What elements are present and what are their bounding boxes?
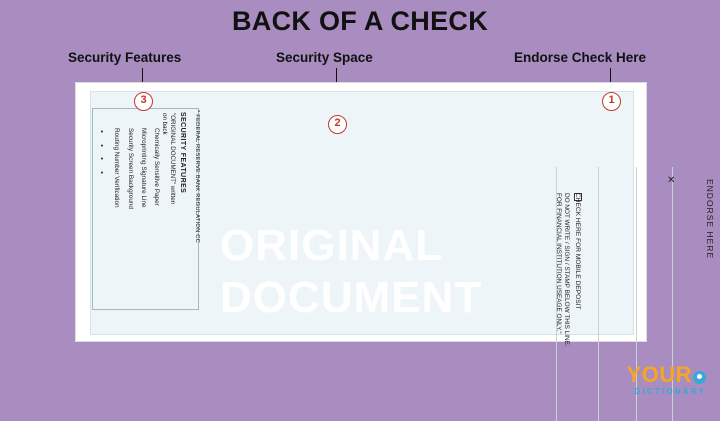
- security-features-subhead-2: on back: [161, 113, 168, 135]
- watermark-document: DOCUMENT: [220, 273, 483, 322]
- bullet-icon: •: [100, 142, 104, 150]
- mobile-deposit-text: CHECK HERE FOR MOBILE DEPOSIT: [574, 193, 581, 310]
- brand-name-text: YOUR: [626, 362, 692, 387]
- security-feature-item: Chemically Sensitive Paper: [153, 128, 160, 206]
- security-features-bullets: [98, 126, 106, 180]
- callout-label-endorse-check-here: Endorse Check Here: [514, 50, 647, 65]
- endorsement-divider-line: [598, 167, 599, 421]
- federal-reserve-regulation-text: * FEDERAL RESERVE BANK REGULATION CC: [194, 110, 200, 244]
- bullet-icon: •: [100, 129, 104, 136]
- security-features-heading: SECURITY FEATURES: [179, 112, 186, 194]
- brand-watermark: [626, 364, 706, 396]
- callout-badge-2: 2: [328, 115, 347, 134]
- callout-label-security-space: Security Space: [276, 50, 373, 65]
- security-feature-item: Security Screen Background: [127, 128, 134, 209]
- bullet-icon: •: [100, 169, 104, 177]
- security-features-subhead-1: "ORIGINAL DOCUMENT" written: [169, 113, 176, 205]
- bullet-icon: •: [100, 156, 104, 164]
- endorse-here-text: ENDORSE HERE: [705, 179, 715, 260]
- security-feature-item: Routing Number Verification: [113, 128, 120, 208]
- callout-badge-1: 1: [602, 92, 621, 111]
- page-title: BACK OF A CHECK: [232, 6, 488, 36]
- signature-x-mark: ✕: [667, 175, 676, 186]
- brand-subtitle: DICTIONARY: [634, 387, 706, 396]
- do-not-write-warning-line2: FOR FINANCIAL INSTITUTION USEAGE ONLY.": [555, 193, 562, 334]
- brand-name: [626, 364, 706, 386]
- security-feature-item: Microprinting Signature Line: [140, 128, 147, 208]
- callout-badge-3: 3: [134, 92, 153, 111]
- callout-label-security-features: Security Features: [68, 50, 182, 65]
- brand-dot-icon: [693, 371, 706, 384]
- watermark-original: ORIGINAL: [220, 221, 444, 270]
- do-not-write-warning-line1: DO NOT WRITE / SIGN / STAMP BELOW THIS LINE.: [563, 193, 570, 347]
